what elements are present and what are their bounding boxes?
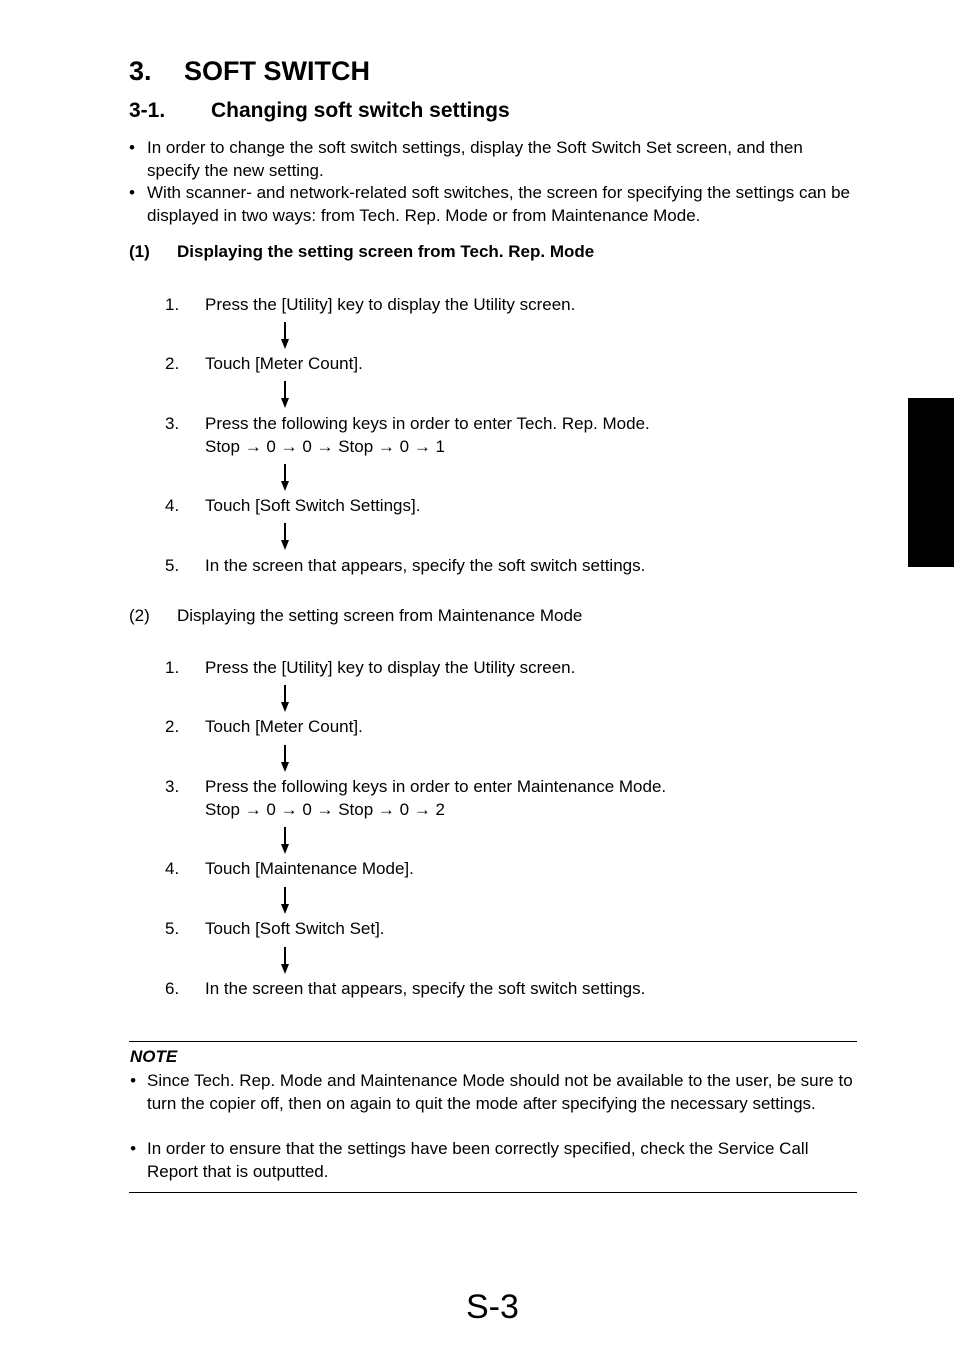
down-arrow-icon (281, 523, 289, 550)
down-arrow-icon (281, 827, 289, 854)
down-arrow-icon (281, 381, 289, 408)
bullet-icon: • (129, 138, 135, 157)
down-arrow-icon (281, 887, 289, 914)
down-arrow-icon (281, 464, 289, 491)
procedure1-number: (1) (129, 242, 150, 261)
step-number: 5. (165, 919, 180, 938)
page-number: S-3 (466, 1288, 519, 1326)
step-text: Touch [Maintenance Mode]. (205, 859, 414, 878)
step-number: 4. (165, 496, 180, 515)
step-number: 2. (165, 717, 180, 736)
bullet-icon: • (130, 1139, 136, 1158)
step-text: Press the [Utility] key to display the Utility screen. (205, 295, 576, 314)
key-sequence: Stop → 0 → 0 → Stop → 0 → 2 (205, 800, 445, 819)
step-text: Press the following keys in order to enter Tech. Rep. Mode. (205, 414, 650, 433)
procedure1-title: Displaying the setting screen from Tech. Rep. Mode (177, 242, 595, 261)
step-number: 1. (165, 295, 180, 314)
step-text: Touch [Meter Count]. (205, 717, 363, 736)
procedure2-number: (2) (129, 606, 150, 625)
down-arrow-icon (281, 322, 289, 349)
procedure2-title: Displaying the setting screen from Maintenance Mode (177, 606, 583, 625)
key-sequence: Stop → 0 → 0 → Stop → 0 → 1 (205, 437, 445, 456)
step-number: 4. (165, 859, 180, 878)
step-number: 3. (165, 414, 180, 433)
intro-bullet-text: In order to change the soft switch settings, display the Soft Switch Set screen, and then specify the new setting. (147, 138, 803, 180)
subsection-number: 3-1. (129, 99, 166, 122)
note-bullet-text: In order to ensure that the settings have been correctly specified, check the Service Call Report that is outputted. (147, 1139, 809, 1181)
note-bullet-text: Since Tech. Rep. Mode and Maintenance Mode should not be available to the user, be sure to turn the copier off, then on again to quit the mode after specifying the necessary settings. (147, 1071, 853, 1113)
step-number: 5. (165, 556, 180, 575)
down-arrow-icon (281, 947, 289, 974)
step-text: In the screen that appears, specify the soft switch settings. (205, 979, 646, 998)
note-label: NOTE (130, 1047, 178, 1066)
step-number: 6. (165, 979, 180, 998)
step-text: Touch [Soft Switch Set]. (205, 919, 385, 938)
step-text: Press the [Utility] key to display the Utility screen. (205, 658, 576, 677)
intro-bullet-text: With scanner- and network-related soft switches, the screen for specifying the settings can be displayed in two ways: from Tech. Rep. Mode or from Maintenance Mode. (147, 183, 851, 225)
bullet-icon: • (129, 183, 135, 202)
down-arrow-icon (281, 685, 289, 712)
section-title: SOFT SWITCH (184, 56, 370, 86)
section-tab (908, 398, 954, 567)
step-number: 1. (165, 658, 180, 677)
step-text: Touch [Meter Count]. (205, 354, 363, 373)
section-number: 3. (129, 56, 152, 86)
step-text: In the screen that appears, specify the soft switch settings. (205, 556, 646, 575)
step-number: 3. (165, 777, 180, 796)
note-top-rule (129, 1041, 857, 1042)
down-arrow-icon (281, 745, 289, 772)
step-text: Touch [Soft Switch Settings]. (205, 496, 421, 515)
step-text: Press the following keys in order to enter Maintenance Mode. (205, 777, 667, 796)
note-bottom-rule (129, 1192, 857, 1193)
step-number: 2. (165, 354, 180, 373)
subsection-title: Changing soft switch settings (211, 99, 510, 122)
bullet-icon: • (130, 1071, 136, 1090)
